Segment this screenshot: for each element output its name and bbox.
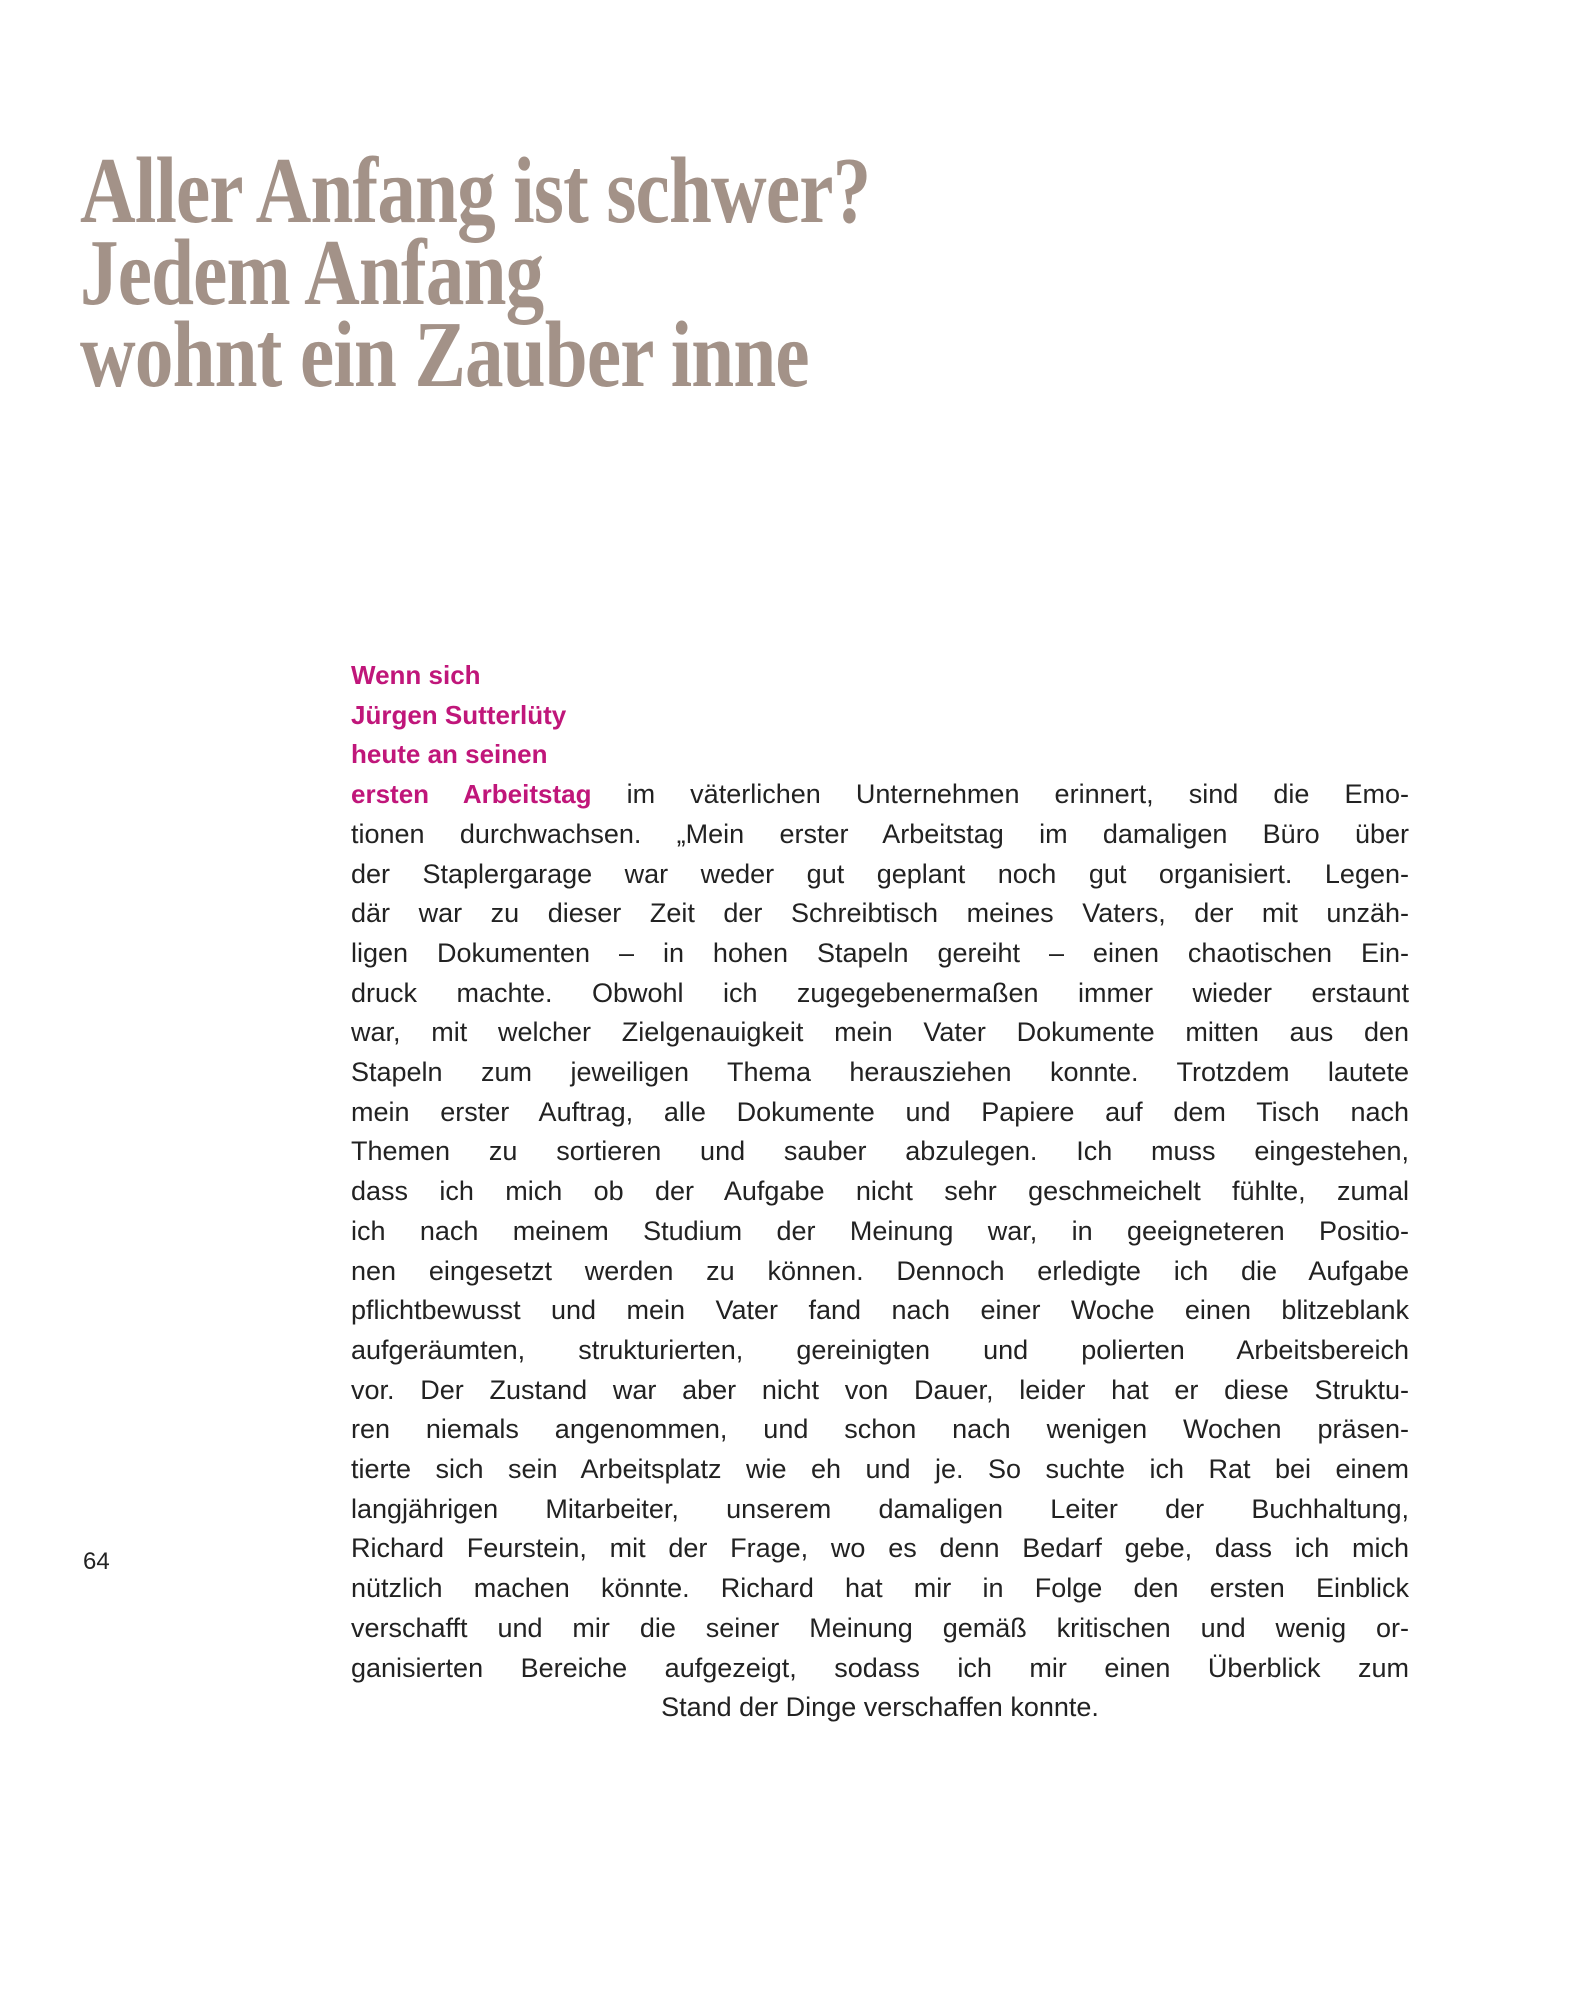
text-fragment: im väterlichen Unternehmen erinnert, sind die Emo- [591,779,1409,810]
text-line: ich nach meinem Studium der Meinung war, in geeigneteren Positio- [351,1215,1409,1246]
text-line: nen eingesetzt werden zu können. Dennoch erledigte ich die Aufgabe [351,1255,1409,1286]
text-line: Stand der Dinge verschaffen konnte. [661,1692,1099,1723]
title-line: wohnt ein Zauber inne [80,303,809,407]
text-line: ligen Dokumenten – in hohen Stapeln gereiht – einen chaotischen Ein- [351,937,1409,968]
lead-line: heute an seinen [351,739,548,770]
text-line: tierte sich sein Arbeitsplatz wie eh und je. So suchte ich Rat bei einem [351,1454,1409,1485]
text-line: ren niemals angenommen, und schon nach wenigen Wochen präsen- [351,1414,1409,1445]
body-text [351,656,1409,1728]
lead-line: Jürgen Sutterlüty [351,699,567,730]
text-line: aufgeräumten, strukturierten, gereinigten und polierten Arbeitsbereich [351,1334,1409,1365]
text-line: verschafft und mir die seiner Meinung gemäß kritischen und wenig or- [351,1612,1409,1643]
text-line: vor. Der Zustand war aber nicht von Dauer, leider hat er diese Struktu- [351,1374,1409,1405]
text-line: där war zu dieser Zeit der Schreibtisch meines Vaters, der mit unzäh- [351,898,1409,929]
text-line: nützlich machen könnte. Richard hat mir in Folge den ersten Einblick [351,1573,1409,1604]
title-line: Aller Anfang ist schwer? [80,139,871,243]
text-line: tionen durchwachsen. „Mein erster Arbeitstag im damaligen Büro über [351,818,1409,849]
text-line [351,775,1409,815]
text-line: Themen zu sortieren und sauber abzulegen. Ich muss eingestehen, [351,1136,1409,1167]
page-number: 64 [83,1548,110,1575]
text-line: langjährigen Mitarbeiter, unserem damaligen Leiter der Buchhaltung, [351,1493,1409,1524]
text-line: dass ich mich ob der Aufgabe nicht sehr geschmeichelt fühlte, zumal [351,1176,1409,1207]
text-line: mein erster Auftrag, alle Dokumente und Papiere auf dem Tisch nach [351,1096,1409,1127]
text-line: der Staplergarage war weder gut geplant noch gut organisiert. Legen- [351,858,1409,889]
text-line: ganisierten Bereiche aufgezeigt, sodass ich mir einen Überblick zum [351,1652,1409,1683]
text-line: Stapeln zum jeweiligen Thema herausziehen konnte. Trotzdem lautete [351,1057,1409,1088]
text-line: Richard Feurstein, mit der Frage, wo es denn Bedarf gebe, dass ich mich [351,1533,1409,1564]
lead-line: Wenn sich [351,660,481,690]
title-line: Jedem Anfang [80,221,544,325]
text-line: war, mit welcher Zielgenauigkeit mein Vater Dokumente mitten aus den [351,1017,1409,1048]
text-line: pflichtbewusst und mein Vater fand nach einer Woche einen blitzeblank [351,1295,1409,1326]
chapter-title [80,139,871,407]
lead-line: ersten Arbeitstag [351,779,592,810]
text-line: druck machte. Obwohl ich zugegebenermaßen immer wieder erstaunt [351,977,1409,1008]
